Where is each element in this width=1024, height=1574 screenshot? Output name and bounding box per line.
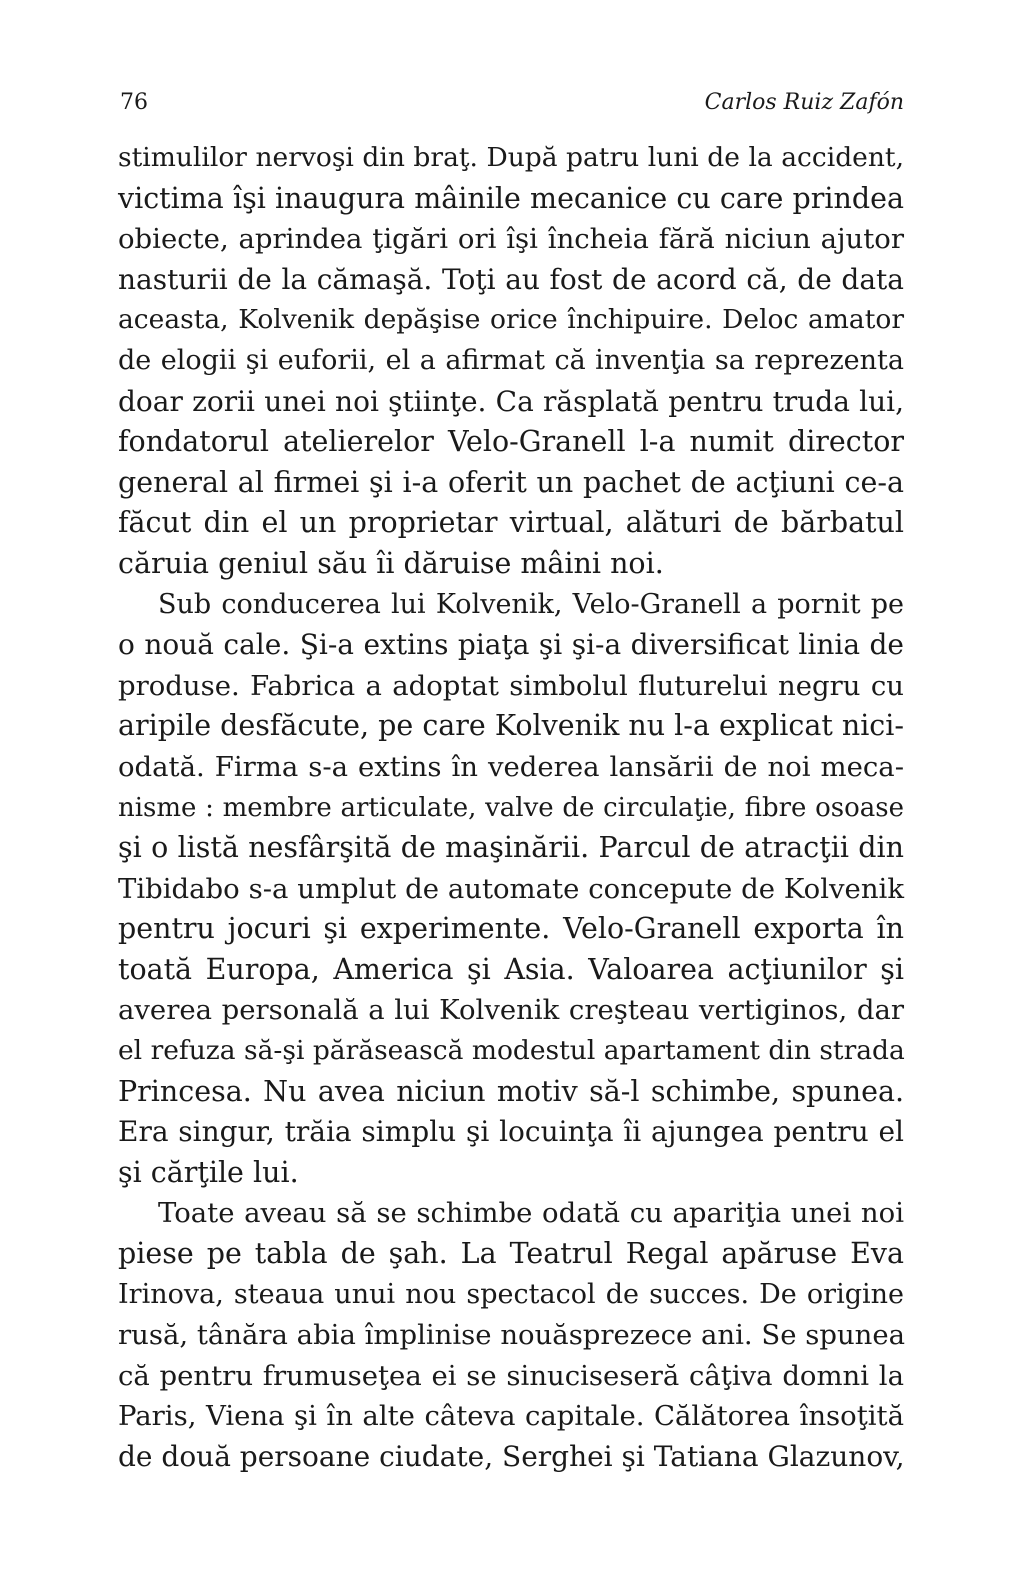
running-header-author: Carlos Ruiz Zafón [704,90,904,115]
text-line: Paris, Viena şi în alte câteva capitale. Călătorea însoţită [118,1400,904,1433]
text-line: rusă, tânăra abia împlinise nouăsprezece ani. Se spunea [118,1319,906,1352]
text-line: de elogii şi euforii, el a afirmat că invenţia sa reprezenta [118,344,904,376]
text-line: că pentru frumuseţea ei se sinuciseseră câţiva domni la [118,1359,904,1392]
text-line: Princesa. Nu avea niciun motiv să-l schimbe, spunea. [118,1074,904,1108]
text-line: victima îşi inaugura mâinile mecanice cu care prindea [118,181,904,215]
text-line: averea personală a lui Kolvenik creşteau vertiginos, dar [118,994,904,1027]
text-line: doar zorii unei noi ştiinţe. Ca răsplată pentru truda lui, [118,384,904,418]
text-line: Era singur, trăia simplu şi locuinţa îi ajungea pentru el [118,1115,904,1149]
text-line: aceasta, Kolvenik depăşise orice închipuire. Deloc amator [118,304,904,336]
text-line: toată Europa, America şi Asia. Valoarea acţiunilor şi [118,952,904,986]
text-line: Irinova, steaua unui nou spectacol de succes. De origine [118,1278,904,1310]
page-number: 76 [120,90,148,115]
text-line: aripile desfăcute, pe care Kolvenik nu l-a explicat nici- [118,709,905,743]
text-line: fondatorul atelierelor Velo-Granell l-a numit director [118,425,904,459]
text-line: de două persoane ciudate, Serghei şi Tatiana Glazunov, [118,1440,905,1473]
text-line: Toate aveau să se schimbe odată cu apariţia unei noi [158,1197,904,1230]
text-line: stimulilor nervoşi din braţ. După patru luni de la accident, [118,142,904,173]
text-line: nasturii de la cămaşă. Toţi au fost de acord că, de data [118,262,904,296]
text-line: el refuza să-şi părăsească modestul apartament din strada [118,1035,905,1067]
text-line: şi cărţile lui. [118,1155,299,1189]
text-line: piese pe tabla de şah. La Teatrul Regal apăruse Eva [118,1237,904,1271]
text-line: făcut din el un proprietar virtual, alături de bărbatul [118,506,904,540]
text-line: o nouă cale. Şi-a extins piaţa şi şi-a diversificat linia de [118,628,904,662]
text-line: odată. Firma s-a extins în vederea lansării de noi meca- [118,750,904,783]
text-line: căruia geniul său îi dăruise mâini noi. [118,546,664,580]
text-line: obiecte, aprindea ţigări ori îşi încheia fără niciun ajutor [118,223,904,256]
text-line: Tibidabo s-a umplut de automate concepute de Kolvenik [118,872,904,905]
text-line: pentru jocuri şi experimente. Velo-Granell exporta în [118,912,904,946]
text-line: Sub conducerea lui Kolvenik, Velo-Granell a pornit pe [158,588,904,620]
text-line: nisme : membre articulate, valve de circulaţie, fibre osoase [118,792,904,823]
text-line: general al firmei şi i-a oferit un pachet de acţiuni ce-a [118,465,904,499]
text-line: produse. Fabrica a adoptat simbolul fluturelui negru cu [118,669,904,702]
body-text [118,138,904,1478]
text-line: şi o listă nesfârşită de maşinării. Parcul de atracţii din [118,831,904,865]
